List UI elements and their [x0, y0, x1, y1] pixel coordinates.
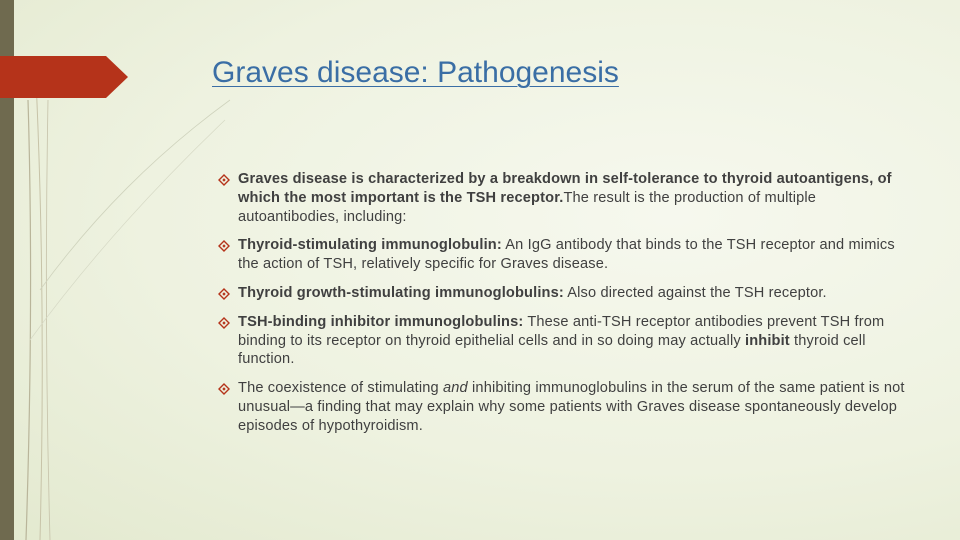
bullet-bold-text: Thyroid growth-stimulating immunoglobulins:: [238, 284, 564, 301]
bullet-text: An IgG antibody that binds to the TSH receptor and mimics the action of TSH, relatively specific for Graves disease.: [238, 237, 895, 273]
page-title: Graves disease: Pathogenesis: [212, 56, 619, 89]
diamond-bullet-icon: [218, 383, 230, 395]
diamond-bullet-icon: [218, 317, 230, 329]
arrow-banner-icon: [0, 56, 130, 98]
bullet-bold-text: Thyroid-stimulating immunoglobulin:: [238, 237, 502, 254]
list-item: [216, 170, 906, 226]
bullet-list: [216, 170, 906, 446]
bullet-text: thyroid cell function.: [238, 332, 866, 368]
bullet-text: The coexistence of stimulating: [238, 380, 444, 397]
bullet-text: These anti-TSH receptor antibodies prevent TSH from binding to its receptor on thyroid epithelial cells and in so doing may actually: [238, 313, 885, 349]
diamond-bullet-icon: [218, 240, 230, 252]
bullet-text: The result is the production of multiple autoantibodies, including:: [238, 189, 817, 225]
bullet-italic-word: and: [443, 380, 468, 397]
diamond-bullet-icon: [218, 288, 230, 300]
bullet-text: Also directed against the TSH receptor.: [563, 284, 827, 301]
bullet-bold-word: inhibit: [745, 332, 790, 349]
list-item: [216, 313, 906, 369]
list-item: [216, 236, 906, 274]
bullet-bold-text: Graves disease is characterized by a breakdown in self-tolerance to thyroid autoantigens, of which the most important is the TSH receptor.: [238, 171, 892, 206]
list-item: [216, 379, 906, 435]
bullet-text: inhibiting immunoglobulins in the serum of the same patient is not unusual—a finding that may explain why some patients with Graves disease spontaneously develop episodes of hypothyroidism.: [238, 380, 905, 434]
list-item: [216, 284, 906, 303]
bullet-bold-text: TSH-binding inhibitor immunoglobulins:: [238, 313, 524, 330]
diamond-bullet-icon: [218, 174, 230, 186]
